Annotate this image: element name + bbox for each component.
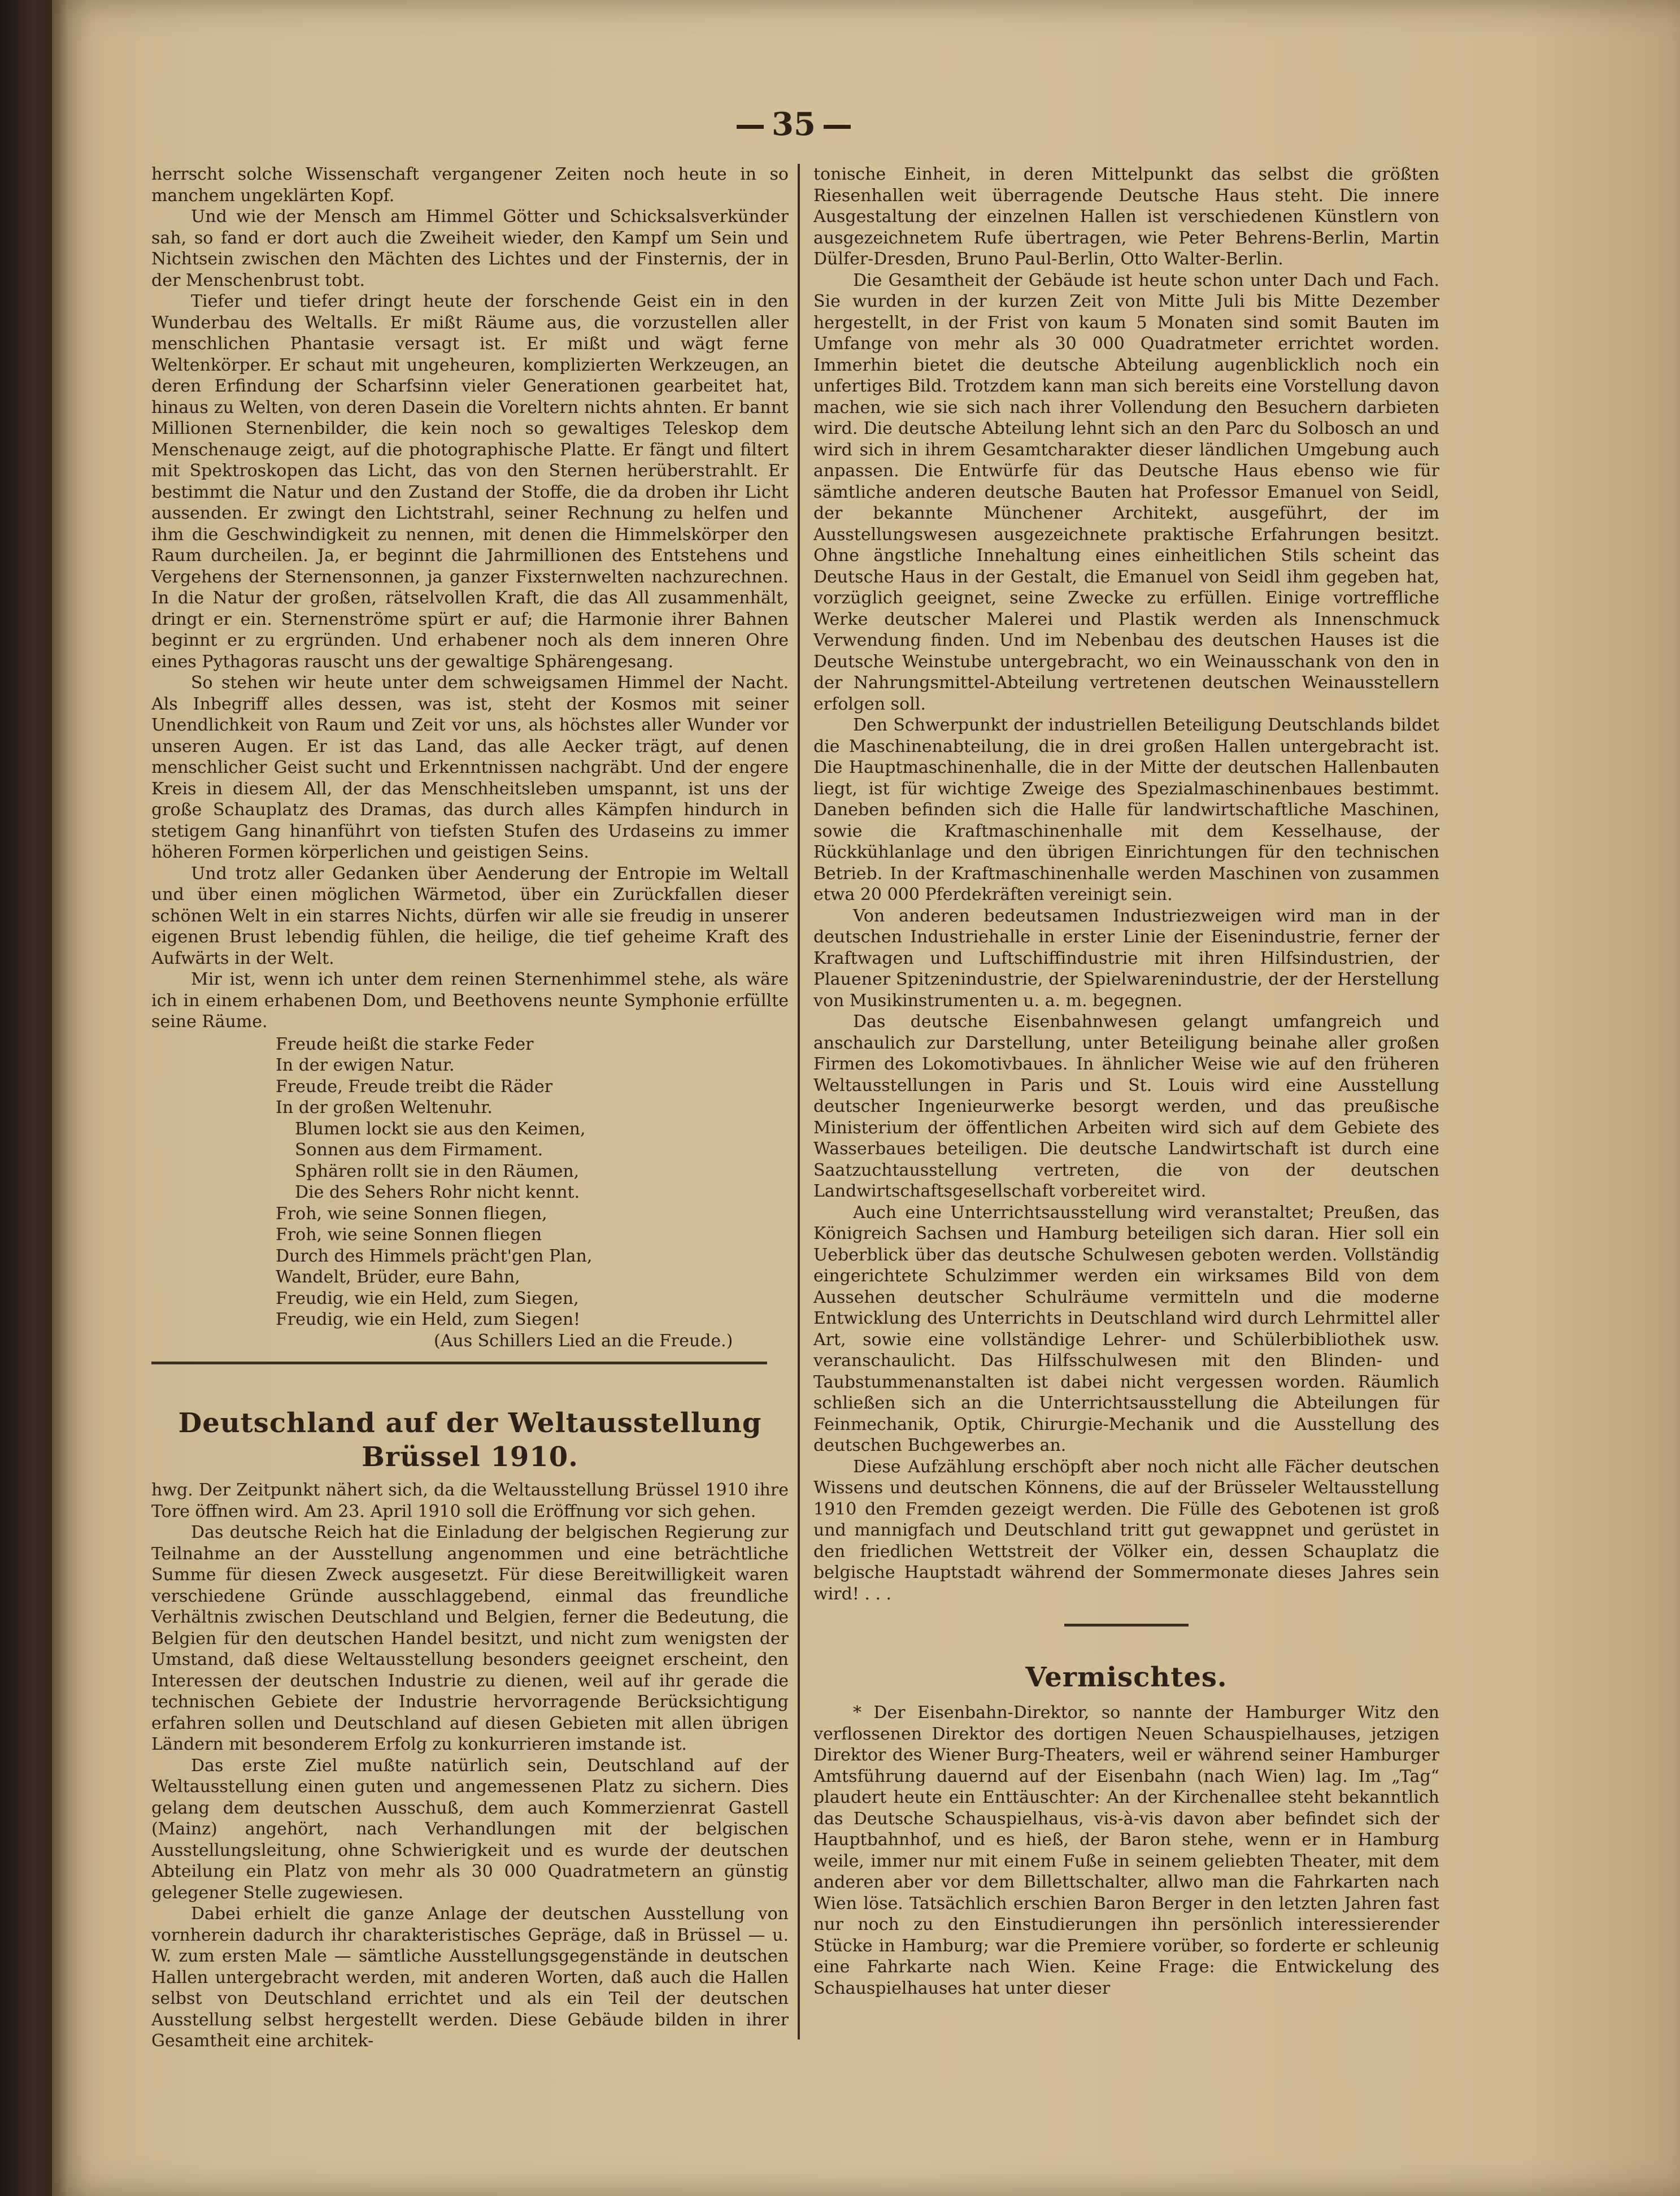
paragraph: Und wie der Mensch am Himmel Götter und Schicksalsverkünder sah, so fand er dort auch die Zweiheit wieder, den Kampf um Sein und Nichtsein zwischen den Mächten des Lichtes und der Finsternis, der in der Menschenbrust tobt. <box>151 207 789 290</box>
paragraph: Den Schwerpunkt der industriellen Beteiligung Deutschlands bildet die Maschinenabteilung, die in drei großen Hallen untergebracht ist. Die Hauptmaschinenhalle, die in der Mitte der deutschen Hallenbauten liegt, ist für wichtige Zweige des Spezialmaschinenbaues bestimmt. Daneben befinden sich die Halle für landwirtschaftliche Maschinen, sowie die Kraftmaschinenhalle mit dem Kesselhause, der Rückkühlanlage und den übrigen Einrichtungen für den technischen Betrieb. In der Kraftmaschinenhalle werden Maschinen von zusammen etwa 20 000 Pferdekräften vereinigt sein. <box>813 715 1439 905</box>
poem-line: Freude, Freude treibt die Räder <box>276 1076 553 1097</box>
section-rule <box>151 1362 767 1364</box>
paragraph: * Der Eisenbahn-Direktor, so nannte der Hamburger Witz den verflossenen Direktor des dortigen Neuen Schauspielhauses, jetzigen Direktor des Wiener Burg-Theaters, weil er während seiner Hamburger Amtsführung dauernd auf der Eisenbahn (nach Wien) lag. Im „Tag“ plaudert heute ein Enttäuschter: An der Kirchenallee steht bekanntlich das Deutsche Schauspielhaus, vis-à-vis davon aber befindet sich der Hauptbahnhof, und es hieß, der Baron stehe, wenn er in Hamburg weile, immer nur mit einem Fuße in seinem geliebten Theater, mit dem anderen aber vor dem Billettschalter, allwo man die Fahrkarten nach Wien löse. Tatsächlich erschien Baron Berger in den letzten Jahren fast nur noch zu den Einstudierungen ihn persönlich interessierender Stücke in Hamburg; war die Premiere vorüber, so forderte er schleunig eine Fahrkarte nach Wien. Keine Frage: die Entwickelung des Schauspielhauses hat unter dieser <box>813 1703 1439 1998</box>
page-number-dash-left <box>737 125 764 129</box>
column-divider <box>798 164 800 2040</box>
paragraph: Auch eine Unterrichtsausstellung wird veranstaltet; Preußen, das Königreich Sachsen und Hamburg beteiligen sich daran. Hier soll ein Ueberblick über das deutsche Schulwesen geboten werden. Vollständig eingerichtete Schulzimmer werden ein wirksames Bild von dem Aussehen deutscher Schulräume vermitteln und die moderne Entwicklung des Unterrichts in Deutschland wird durch Lehrmittel aller Art, sowie eine vollständige Lehrer- und Schülerbibliothek usw. veranschaulicht. Das Hilfsschulwesen mit den Blinden- und Taubstummenanstalten ist dabei nicht vergessen worden. Räumlich schließen sich an die Unterrichtsausstellung die Abteilungen für Feinmechanik, Optik, Chirurgie-Mechanik und die Ausstellung des deutschen Buchgewerbes an. <box>813 1202 1439 1455</box>
paragraph: hwg. Der Zeitpunkt nähert sich, da die Weltausstellung Brüssel 1910 ihre Tore öffnen wird. Am 23. April 1910 soll die Eröffnung vor sich gehen. <box>151 1480 789 1521</box>
poem-line: In der großen Weltenuhr. <box>276 1098 493 1117</box>
paragraph: Die Gesamtheit der Gebäude ist heute schon unter Dach und Fach. Sie wurden in der kurzen Zeit von Mitte Juli bis Mitte Dezember hergestellt, in der Frist von kaum 5 Monaten sind somit Bauten im Umfange von mehr als 30 000 Quadratmeter errichtet worden. Immerhin bietet die deutsche Abteilung augenblicklich noch ein unfertiges Bild. Trotzdem kann man sich bereits eine Vorstellung davon machen, wie sie sich nach ihrer Vollendung den Besuchern darbieten wird. Die deutsche Abteilung lehnt sich an den Parc du Solbosch an und wird sich in ihrem Gesamtcharakter dieser ländlichen Umgebung auch anpassen. Die Entwürfe für das Deutsche Haus ebenso wie für sämtliche anderen deutsche Bauten hat Professor Emanuel von Seidl, der bekannte Münchener Architekt, ausgeführt, der im Ausstellungswesen ausgezeichnete praktische Erfahrungen besitzt. Ohne ängstliche Innehaltung eines einheitlichen Stils scheint das Deutsche Haus in der Gestalt, die Emanuel von Seidl ihm gegeben hat, vorzüglich geeignet, seine Zwecke zu erfüllen. Einige vortreffliche Werke deutscher Malerei und Plastik werden als Innenschmuck Verwendung finden. Und im Nebenbau des deutschen Hauses ist die Deutsche Weinstube untergebracht, wo ein Weinausschank von den in der Nahrungsmittel-Abteilung vertretenen deutschen Weinausstellern erfolgen soll. <box>813 270 1439 714</box>
poem <box>276 1034 789 1352</box>
paragraph: Dabei erhielt die ganze Anlage der deutschen Ausstellung von vornherein dadurch ihr charakteristisches Gepräge, daß in Brüssel — u. W. zum ersten Male — sämtliche Ausstellungsgegenstände in deutschen Hallen untergebracht werden, mit anderen Worten, daß auch die Hallen selbst von Deutschland errichtet und als ein Teil der deutschen Ausstellung selbst hergestellt werden. Diese Gebäude bilden in ihrer Gesamtheit eine architek- <box>151 1904 789 2051</box>
paragraph: Und trotz aller Gedanken über Aenderung der Entropie im Weltall und über einen möglichen Wärmetod, über ein Zurückfallen dieser schönen Welt in ein starres Nichts, dürfen wir alle sie freudig in unserer eigenen Brust lebendig fühlen, die heilige, die tief geheime Kraft des Aufwärts in der Welt. <box>151 863 789 968</box>
poem-line: Die des Sehers Rohr nicht kennt. <box>295 1182 580 1202</box>
poem-line: Blumen lockt sie aus den Keimen, <box>295 1119 586 1139</box>
poem-line: Sonnen aus dem Firmament. <box>295 1140 543 1160</box>
paragraph: Diese Aufzählung erschöpft aber noch nicht alle Fächer deutschen Wissens und deutschen Könnens, die auf der Brüsseler Weltausstellung 1910 den Fremden gezeigt werden. Die Fülle des Gebotenen ist groß und mannigfach und Deutschland tritt gut gewappnet und gerüstet in den friedlichen Wettstreit der Völker ein, dessen Schauplatz die belgische Hauptstadt während der Sommermonate dieses Jahres sein wird! . . . <box>813 1456 1439 1604</box>
poem-line: Froh, wie seine Sonnen fliegen, <box>276 1203 547 1224</box>
poem-line: Freude heißt die starke Feder <box>276 1034 534 1054</box>
poem-line: Wandelt, Brüder, eure Bahn, <box>276 1267 520 1287</box>
paragraph: Tiefer und tiefer dringt heute der forschende Geist ein in den Wunderbau des Weltalls. Er mißt Räume aus, die vorzustellen aller menschlichen Phantasie versagt ist. Er mißt und wägt ferne Weltenkörper. Er schaut mit ungeheuren, komplizierten Werkzeugen, an deren Erfindung der Scharfsinn vieler Generationen gearbeitet hat, hinaus zu Welten, von deren Dasein die Voreltern nichts ahnten. Er bannt Millionen Sternenbilder, die kein noch so gewaltiges Teleskop dem Menschenauge zeigt, auf die photographische Platte. Er fängt und filtert mit Spektroskopen das Licht, das von den Sternen herüberstrahlt. Er bestimmt die Natur und den Zustand der Stoffe, die da droben ihr Licht aussenden. Er zwingt den Lichtstrahl, seiner Rechnung zu helfen und ihm die Geschwindigkeit zu nennen, mit denen die Himmelskörper den Raum durcheilen. Ja, er beginnt die Jahrmillionen des Entstehens und Vergehens der Sternensonnen, ja ganzer Fixsternwelten nachzurechnen. In die Natur der großen, rätselvollen Kraft, die das All zusammenhält, dringt er ein. Sternenströme spürt er auf; die Harmonie ihrer Bahnen beginnt er zu ergründen. Und erhabener noch als dem inneren Ohre eines Pythagoras rauscht uns der gewaltige Sphärengesang. <box>151 292 789 672</box>
section-rule <box>1064 1624 1189 1627</box>
page-number-text: 35 <box>772 106 816 143</box>
poem-line: Durch des Himmels prächt'gen Plan, <box>276 1246 593 1266</box>
poem-line: In der ewigen Natur. <box>276 1055 455 1075</box>
paragraph: Von anderen bedeutsamen Industriezweigen wird man in der deutschen Industriehalle in erster Linie der Eisenindustrie, ferner der Kraftwagen und Luftschiffindustrie mit ihren Hilfsindustrien, der Plauener Spitzenindustrie, der Spielwarenindustrie, der der Herstellung von Musikinstrumenten u. a. m. begegnen. <box>813 906 1439 1011</box>
article-headline: Deutschland auf der Weltausstellung Brüssel 1910. <box>178 1407 762 1473</box>
poem-line: Freudig, wie ein Held, zum Siegen! <box>276 1310 581 1329</box>
right-column <box>813 164 1439 1999</box>
poem-line: Froh, wie seine Sonnen fliegen <box>276 1225 542 1245</box>
poem-credit: (Aus Schillers Lied an die Freude.) <box>434 1330 733 1351</box>
paragraph: Das deutsche Reich hat die Einladung der belgischen Regierung zur Teilnahme an der Ausstellung angenommen und eine beträchtliche Summe für diesen Zweck ausgesetzt. Für diese Bereitwilligkeit waren verschiedene Gründe ausschlaggebend, einmal das freundliche Verhältnis zwischen Deutschland und Belgien, ferner die Bedeutung, die Belgien für den deutschen Handel besitzt, und nicht zum wenigsten der Umstand, daß diese Weltausstellung besonders geeignet erscheint, den Interessen der deutschen Industrie zu dienen, weil auf ihr gerade die technischen Gebiete der Industrie hervorragende Berücksichtigung erfahren sollen und Deutschland auf diesen Gebieten mit allen übrigen Ländern mit besonderem Erfolg zu konkurrieren imstande ist. <box>151 1523 789 1754</box>
paragraph: Mir ist, wenn ich unter dem reinen Sternenhimmel stehe, als wäre ich in einem erhabenen Dom, und Beethovens neunte Symphonie erfüllte seine Räume. <box>151 969 789 1032</box>
poem-line: Sphären rollt sie in den Räumen, <box>295 1161 580 1181</box>
book-spine-shadow <box>0 0 68 2196</box>
poem-line: Freudig, wie ein Held, zum Siegen, <box>276 1288 579 1308</box>
paragraph: tonische Einheit, in deren Mittelpunkt das selbst die größten Riesenhallen weit überragende Deutsche Haus steht. Die innere Ausgestaltung der einzelnen Hallen ist verschiedenen Künstlern von ausgezeichnetem Rufe übertragen, wie Peter Behrens-Berlin, Martin Dülfer-Dresden, Bruno Paul-Berlin, Otto Walter-Berlin. <box>813 164 1439 269</box>
paragraph: Das erste Ziel mußte natürlich sein, Deutschland auf der Weltausstellung einen guten und angemessenen Platz zu sichern. Dies gelang dem deutschen Ausschuß, dem auch Kommerzienrat Gastell (Mainz) angehört, nach Verhandlungen mit der belgischen Ausstellungsleitung, ohne Schwierigkeit und es wurde der deutschen Abteilung ein Platz von mehr als 30 000 Quadratmetern an günstig gelegener Stelle zugewiesen. <box>151 1755 789 1903</box>
page-number <box>729 105 859 144</box>
paragraph: So stehen wir heute unter dem schweigsamen Himmel der Nacht. Als Inbegriff alles dessen, was ist, steht der Kosmos mit seiner Unendlichkeit von Raum und Zeit vor uns, als höchstes aller Wunder vor unseren Augen. Er ist das Land, das alle Aecker trägt, auf denen menschlicher Geist sucht und Erkenntnissen nachgräbt. Und der engere Kreis in diesem All, der das Menschheitsleben umspannt, ist uns der große Schauplatz des Dramas, das durch alles Kämpfen hindurch in stetigem Gang hinanführt von tiefsten Stufen des Urdaseins zu immer höheren Formen körperlichen und geistigen Seins. <box>151 673 789 862</box>
left-column <box>151 164 789 2052</box>
paragraph: Das deutsche Eisenbahnwesen gelangt umfangreich und anschaulich zur Darstellung, unter Beteiligung beinahe aller großen Firmen des Lokomotivbaues. In ähnlicher Weise wie auf den früheren Weltausstellungen in Paris und St. Louis wird eine Ausstellung deutscher Ingenieurwerke besorgt werden, und das preußische Ministerium der öffentlichen Arbeiten wird sich auf dem Gebiete des Wasserbaues beteiligen. Die deutsche Landwirtschaft ist durch eine Saatzuchtausstellung vertreten, die von der deutschen Landwirtschaftsgesellschaft vorbereitet wird. <box>813 1012 1439 1201</box>
section-title: Vermischtes. <box>1025 1662 1228 1693</box>
page-number-dash-right <box>824 125 851 129</box>
paragraph: herrscht solche Wissenschaft vergangener Zeiten noch heute in so manchem ungeklärten Kopf. <box>151 164 789 206</box>
